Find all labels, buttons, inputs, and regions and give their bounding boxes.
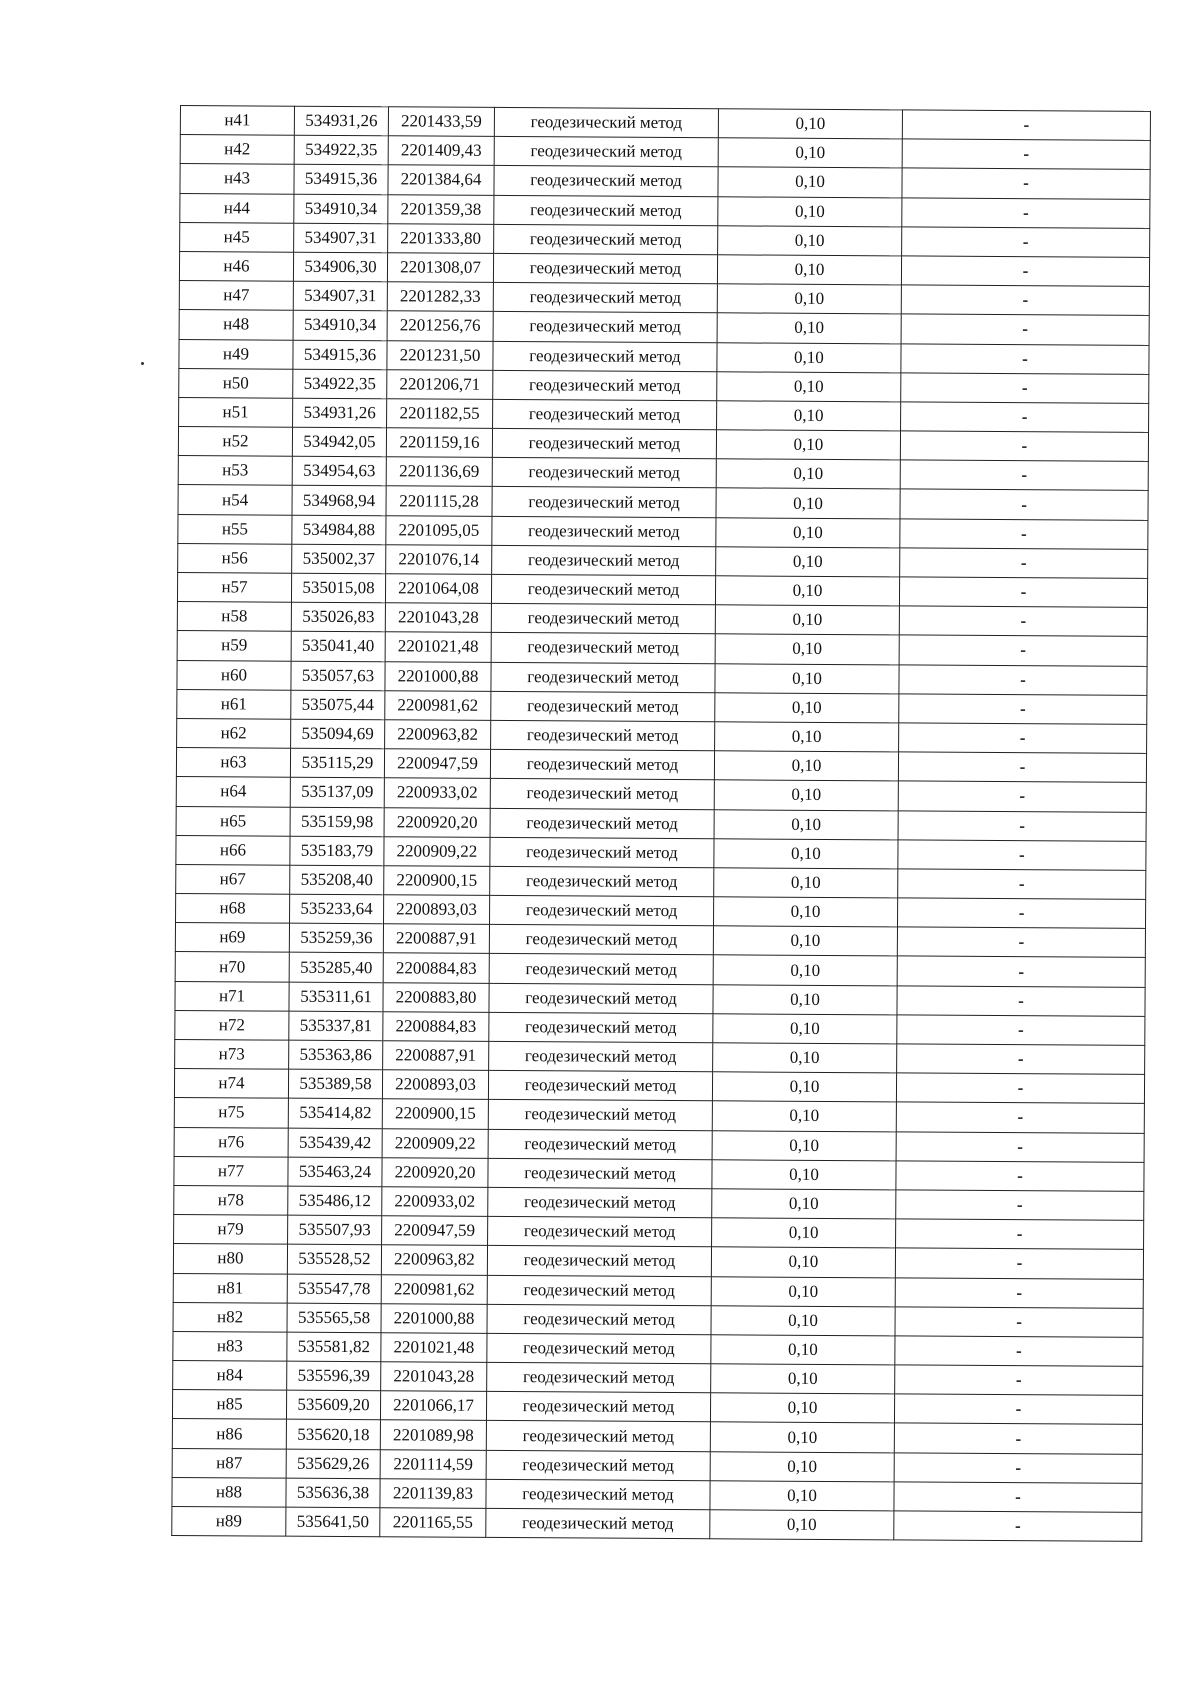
y-coordinate-cell: 2201043,28 bbox=[381, 1362, 487, 1392]
x-coordinate-cell: 535636,38 bbox=[286, 1478, 380, 1508]
y-coordinate-cell: 2200933,02 bbox=[384, 778, 490, 808]
method-cell: геодезический метод bbox=[486, 1450, 710, 1481]
note-cell: - bbox=[895, 1307, 1143, 1338]
method-cell: геодезический метод bbox=[493, 253, 717, 284]
point-name-cell: н53 bbox=[178, 456, 292, 486]
method-cell: геодезический метод bbox=[486, 1421, 710, 1452]
method-cell: геодезический метод bbox=[488, 1158, 712, 1189]
note-cell: - bbox=[897, 1015, 1145, 1046]
method-cell: геодезический метод bbox=[493, 399, 717, 430]
point-name-cell: н54 bbox=[178, 485, 292, 515]
method-cell: геодезический метод bbox=[490, 837, 714, 868]
accuracy-cell: 0,10 bbox=[711, 1276, 895, 1306]
accuracy-cell: 0,10 bbox=[710, 1451, 894, 1481]
y-coordinate-cell: 2201021,48 bbox=[381, 1333, 487, 1363]
note-cell: - bbox=[897, 1044, 1145, 1075]
method-cell: геодезический метод bbox=[487, 1246, 711, 1277]
accuracy-cell: 0,10 bbox=[715, 634, 899, 664]
point-name-cell: н57 bbox=[177, 572, 291, 602]
point-name-cell: н70 bbox=[175, 952, 289, 982]
y-coordinate-cell: 2200900,15 bbox=[382, 1099, 488, 1129]
point-name-cell: н42 bbox=[180, 135, 294, 165]
point-name-cell: н65 bbox=[176, 806, 290, 836]
x-coordinate-cell: 535026,83 bbox=[291, 602, 385, 632]
x-coordinate-cell: 535094,69 bbox=[291, 719, 385, 749]
x-coordinate-cell: 534954,63 bbox=[292, 456, 386, 486]
point-name-cell: н80 bbox=[173, 1244, 287, 1274]
note-cell: - bbox=[898, 840, 1146, 871]
accuracy-cell: 0,10 bbox=[712, 1189, 896, 1219]
point-name-cell: н71 bbox=[175, 981, 289, 1011]
y-coordinate-cell: 2200887,91 bbox=[383, 1041, 489, 1071]
y-coordinate-cell: 2201043,28 bbox=[385, 603, 491, 633]
accuracy-cell: 0,10 bbox=[713, 984, 897, 1014]
method-cell: геодезический метод bbox=[487, 1304, 711, 1335]
accuracy-cell: 0,10 bbox=[714, 868, 898, 898]
y-coordinate-cell: 2201433,59 bbox=[388, 107, 494, 137]
accuracy-cell: 0,10 bbox=[717, 342, 901, 372]
point-name-cell: н48 bbox=[179, 310, 293, 340]
accuracy-cell: 0,10 bbox=[710, 1481, 894, 1511]
accuracy-cell: 0,10 bbox=[718, 167, 902, 197]
note-cell: - bbox=[895, 1277, 1143, 1308]
y-coordinate-cell: 2201359,38 bbox=[388, 194, 494, 224]
point-name-cell: н69 bbox=[175, 923, 289, 953]
y-coordinate-cell: 2201095,05 bbox=[386, 515, 492, 545]
accuracy-cell: 0,10 bbox=[712, 1072, 896, 1102]
note-cell: - bbox=[899, 694, 1147, 725]
x-coordinate-cell: 535183,79 bbox=[290, 836, 384, 866]
method-cell: геодезический метод bbox=[487, 1362, 711, 1393]
x-coordinate-cell: 535041,40 bbox=[291, 632, 385, 662]
y-coordinate-cell: 2200887,91 bbox=[383, 924, 489, 954]
y-coordinate-cell: 2201231,50 bbox=[387, 340, 493, 370]
y-coordinate-cell: 2201159,16 bbox=[386, 428, 492, 458]
y-coordinate-cell: 2200893,03 bbox=[382, 1070, 488, 1100]
note-cell: - bbox=[896, 1073, 1144, 1104]
note-cell: - bbox=[897, 986, 1145, 1017]
accuracy-cell: 0,10 bbox=[710, 1393, 894, 1423]
x-coordinate-cell: 534931,26 bbox=[294, 106, 388, 136]
accuracy-cell: 0,10 bbox=[713, 955, 897, 985]
accuracy-cell: 0,10 bbox=[717, 313, 901, 343]
method-cell: геодезический метод bbox=[487, 1333, 711, 1364]
x-coordinate-cell: 535581,82 bbox=[287, 1332, 381, 1362]
note-cell: - bbox=[894, 1453, 1142, 1484]
accuracy-cell: 0,10 bbox=[715, 605, 899, 635]
note-cell: - bbox=[896, 1190, 1144, 1221]
note-cell: - bbox=[895, 1336, 1143, 1367]
point-name-cell: н83 bbox=[173, 1331, 287, 1361]
note-cell: - bbox=[899, 723, 1147, 754]
note-cell: - bbox=[902, 227, 1150, 258]
method-cell: геодезический метод bbox=[486, 1479, 710, 1510]
note-cell: - bbox=[898, 810, 1146, 841]
note-cell: - bbox=[896, 1131, 1144, 1162]
point-name-cell: н67 bbox=[176, 864, 290, 894]
x-coordinate-cell: 535337,81 bbox=[289, 1011, 383, 1041]
method-cell: геодезический метод bbox=[486, 1508, 710, 1539]
x-coordinate-cell: 535259,36 bbox=[289, 923, 383, 953]
method-cell: геодезический метод bbox=[493, 341, 717, 372]
y-coordinate-cell: 2201064,08 bbox=[385, 574, 491, 604]
point-name-cell: н64 bbox=[176, 777, 290, 807]
accuracy-cell: 0,10 bbox=[713, 926, 897, 956]
accuracy-cell: 0,10 bbox=[717, 284, 901, 314]
method-cell: геодезический метод bbox=[491, 720, 715, 751]
x-coordinate-cell: 534907,31 bbox=[293, 281, 387, 311]
x-coordinate-cell: 534931,26 bbox=[293, 398, 387, 428]
accuracy-cell: 0,10 bbox=[715, 663, 899, 693]
method-cell: геодезический метод bbox=[493, 370, 717, 401]
note-cell: - bbox=[894, 1511, 1142, 1542]
y-coordinate-cell: 2201000,88 bbox=[381, 1303, 487, 1333]
y-coordinate-cell: 2200900,15 bbox=[384, 866, 490, 896]
method-cell: геодезический метод bbox=[490, 750, 714, 781]
accuracy-cell: 0,10 bbox=[713, 897, 897, 927]
point-name-cell: н60 bbox=[177, 660, 291, 690]
x-coordinate-cell: 535015,08 bbox=[291, 573, 385, 603]
method-cell: геодезический метод bbox=[488, 1100, 712, 1131]
point-name-cell: н81 bbox=[173, 1273, 287, 1303]
accuracy-cell: 0,10 bbox=[717, 401, 901, 431]
x-coordinate-cell: 535620,18 bbox=[286, 1420, 380, 1450]
point-name-cell: н47 bbox=[179, 281, 293, 311]
x-coordinate-cell: 534906,30 bbox=[293, 252, 387, 282]
accuracy-cell: 0,10 bbox=[712, 1130, 896, 1160]
x-coordinate-cell: 535208,40 bbox=[290, 865, 384, 895]
y-coordinate-cell: 2201136,69 bbox=[386, 457, 492, 487]
x-coordinate-cell: 535285,40 bbox=[289, 953, 383, 983]
y-coordinate-cell: 2201139,83 bbox=[380, 1479, 486, 1509]
point-name-cell: н74 bbox=[174, 1069, 288, 1099]
method-cell: геодезический метод bbox=[492, 428, 716, 459]
method-cell: геодезический метод bbox=[491, 604, 715, 635]
point-name-cell: н72 bbox=[175, 1010, 289, 1040]
point-name-cell: н41 bbox=[180, 106, 294, 136]
accuracy-cell: 0,10 bbox=[713, 1043, 897, 1073]
point-name-cell: н88 bbox=[172, 1477, 286, 1507]
x-coordinate-cell: 534907,31 bbox=[294, 223, 388, 253]
point-name-cell: н62 bbox=[177, 718, 291, 748]
point-name-cell: н50 bbox=[179, 368, 293, 398]
accuracy-cell: 0,10 bbox=[712, 1101, 896, 1131]
x-coordinate-cell: 535609,20 bbox=[286, 1390, 380, 1420]
accuracy-cell: 0,10 bbox=[714, 780, 898, 810]
note-cell: - bbox=[900, 548, 1148, 579]
x-coordinate-cell: 535596,39 bbox=[287, 1361, 381, 1391]
x-coordinate-cell: 535486,12 bbox=[288, 1186, 382, 1216]
note-cell: - bbox=[900, 489, 1148, 520]
coordinates-table bbox=[171, 105, 1151, 1542]
method-cell: геодезический метод bbox=[492, 487, 716, 518]
y-coordinate-cell: 2201282,33 bbox=[387, 282, 493, 312]
point-name-cell: н43 bbox=[180, 164, 294, 194]
x-coordinate-cell: 534984,88 bbox=[292, 515, 386, 545]
point-name-cell: н85 bbox=[172, 1390, 286, 1420]
y-coordinate-cell: 2201384,64 bbox=[388, 165, 494, 195]
method-cell: геодезический метод bbox=[493, 312, 717, 343]
method-cell: геодезический метод bbox=[494, 195, 718, 226]
note-cell: - bbox=[896, 1219, 1144, 1250]
note-cell: - bbox=[899, 664, 1147, 695]
point-name-cell: н58 bbox=[177, 602, 291, 632]
point-name-cell: н61 bbox=[177, 689, 291, 719]
y-coordinate-cell: 2201409,43 bbox=[388, 136, 494, 166]
note-cell: - bbox=[901, 343, 1149, 374]
point-name-cell: н51 bbox=[179, 397, 293, 427]
accuracy-cell: 0,10 bbox=[716, 547, 900, 577]
accuracy-cell: 0,10 bbox=[714, 838, 898, 868]
point-name-cell: н59 bbox=[177, 631, 291, 661]
method-cell: геодезический метод bbox=[492, 516, 716, 547]
x-coordinate-cell: 535439,42 bbox=[288, 1128, 382, 1158]
x-coordinate-cell: 535311,61 bbox=[289, 982, 383, 1012]
y-coordinate-cell: 2201021,48 bbox=[385, 632, 491, 662]
accuracy-cell: 0,10 bbox=[718, 196, 902, 226]
note-cell: - bbox=[899, 606, 1147, 637]
point-name-cell: н87 bbox=[172, 1448, 286, 1478]
accuracy-cell: 0,10 bbox=[711, 1364, 895, 1394]
y-coordinate-cell: 2200883,80 bbox=[383, 982, 489, 1012]
note-cell: - bbox=[902, 110, 1150, 141]
y-coordinate-cell: 2201114,59 bbox=[380, 1449, 486, 1479]
note-cell: - bbox=[901, 373, 1149, 404]
y-coordinate-cell: 2201256,76 bbox=[387, 311, 493, 341]
y-coordinate-cell: 2200963,82 bbox=[381, 1245, 487, 1275]
point-name-cell: н44 bbox=[180, 193, 294, 223]
method-cell: геодезический метод bbox=[494, 107, 718, 138]
x-coordinate-cell: 535233,64 bbox=[290, 894, 384, 924]
accuracy-cell: 0,10 bbox=[714, 809, 898, 839]
x-coordinate-cell: 534942,05 bbox=[292, 427, 386, 457]
method-cell: геодезический метод bbox=[491, 662, 715, 693]
y-coordinate-cell: 2200884,83 bbox=[383, 1012, 489, 1042]
point-name-cell: н73 bbox=[175, 1039, 289, 1069]
y-coordinate-cell: 2200909,22 bbox=[382, 1128, 488, 1158]
x-coordinate-cell: 535414,82 bbox=[288, 1099, 382, 1129]
y-coordinate-cell: 2201066,17 bbox=[380, 1391, 486, 1421]
method-cell: геодезический метод bbox=[489, 954, 713, 985]
y-coordinate-cell: 2201076,14 bbox=[386, 545, 492, 575]
method-cell: геодезический метод bbox=[488, 1071, 712, 1102]
accuracy-cell: 0,10 bbox=[710, 1422, 894, 1452]
point-name-cell: н56 bbox=[178, 543, 292, 573]
point-name-cell: н79 bbox=[174, 1215, 288, 1245]
method-cell: геодезический метод bbox=[492, 458, 716, 489]
accuracy-cell: 0,10 bbox=[716, 459, 900, 489]
note-cell: - bbox=[900, 460, 1148, 491]
note-cell: - bbox=[898, 781, 1146, 812]
note-cell: - bbox=[897, 898, 1145, 929]
accuracy-cell: 0,10 bbox=[716, 517, 900, 547]
method-cell: геодезический метод bbox=[489, 1041, 713, 1072]
y-coordinate-cell: 2200920,20 bbox=[382, 1158, 488, 1188]
note-cell: - bbox=[895, 1248, 1143, 1279]
accuracy-cell: 0,10 bbox=[714, 751, 898, 781]
note-cell: - bbox=[900, 519, 1148, 550]
method-cell: геодезический метод bbox=[494, 166, 718, 197]
method-cell: геодезический метод bbox=[489, 925, 713, 956]
x-coordinate-cell: 535363,86 bbox=[289, 1040, 383, 1070]
accuracy-cell: 0,10 bbox=[718, 226, 902, 256]
method-cell: геодезический метод bbox=[491, 574, 715, 605]
method-cell: геодезический метод bbox=[492, 545, 716, 576]
note-cell: - bbox=[902, 197, 1150, 228]
x-coordinate-cell: 535075,44 bbox=[291, 690, 385, 720]
x-coordinate-cell: 535528,52 bbox=[287, 1244, 381, 1274]
point-name-cell: н76 bbox=[174, 1127, 288, 1157]
point-name-cell: н66 bbox=[176, 835, 290, 865]
note-cell: - bbox=[902, 168, 1150, 199]
x-coordinate-cell: 535115,29 bbox=[290, 748, 384, 778]
y-coordinate-cell: 2200920,20 bbox=[384, 807, 490, 837]
y-coordinate-cell: 2201165,55 bbox=[380, 1508, 486, 1538]
note-cell: - bbox=[898, 869, 1146, 900]
y-coordinate-cell: 2200981,62 bbox=[385, 691, 491, 721]
note-cell: - bbox=[900, 431, 1148, 462]
accuracy-cell: 0,10 bbox=[716, 430, 900, 460]
y-coordinate-cell: 2201308,07 bbox=[387, 253, 493, 283]
note-cell: - bbox=[901, 256, 1149, 287]
accuracy-cell: 0,10 bbox=[717, 255, 901, 285]
point-name-cell: н77 bbox=[174, 1156, 288, 1186]
y-coordinate-cell: 2201206,71 bbox=[387, 369, 493, 399]
x-coordinate-cell: 534915,36 bbox=[293, 340, 387, 370]
y-coordinate-cell: 2201333,80 bbox=[388, 224, 494, 254]
accuracy-cell: 0,10 bbox=[717, 371, 901, 401]
note-cell: - bbox=[901, 402, 1149, 433]
note-cell: - bbox=[901, 314, 1149, 345]
x-coordinate-cell: 535547,78 bbox=[287, 1274, 381, 1304]
accuracy-cell: 0,10 bbox=[713, 1014, 897, 1044]
method-cell: геодезический метод bbox=[489, 895, 713, 926]
method-cell: геодезический метод bbox=[491, 633, 715, 664]
accuracy-cell: 0,10 bbox=[712, 1218, 896, 1248]
x-coordinate-cell: 535389,58 bbox=[288, 1069, 382, 1099]
y-coordinate-cell: 2200893,03 bbox=[384, 895, 490, 925]
y-coordinate-cell: 2200963,82 bbox=[385, 720, 491, 750]
x-coordinate-cell: 535507,93 bbox=[288, 1215, 382, 1245]
y-coordinate-cell: 2200933,02 bbox=[382, 1187, 488, 1217]
accuracy-cell: 0,10 bbox=[715, 693, 899, 723]
point-name-cell: н52 bbox=[178, 427, 292, 457]
accuracy-cell: 0,10 bbox=[710, 1510, 894, 1540]
point-name-cell: н86 bbox=[172, 1419, 286, 1449]
y-coordinate-cell: 2200909,22 bbox=[384, 836, 490, 866]
coordinates-table-body bbox=[172, 106, 1151, 1542]
method-cell: геодезический метод bbox=[489, 983, 713, 1014]
point-name-cell: н55 bbox=[178, 514, 292, 544]
note-cell: - bbox=[896, 1161, 1144, 1192]
accuracy-cell: 0,10 bbox=[716, 488, 900, 518]
method-cell: геодезический метод bbox=[488, 1217, 712, 1248]
method-cell: геодезический метод bbox=[488, 1129, 712, 1160]
x-coordinate-cell: 535565,58 bbox=[287, 1303, 381, 1333]
point-name-cell: н89 bbox=[172, 1506, 286, 1536]
accuracy-cell: 0,10 bbox=[718, 109, 902, 139]
x-coordinate-cell: 534910,34 bbox=[294, 194, 388, 224]
y-coordinate-cell: 2201000,88 bbox=[385, 661, 491, 691]
accuracy-cell: 0,10 bbox=[715, 576, 899, 606]
x-coordinate-cell: 534968,94 bbox=[292, 486, 386, 516]
x-coordinate-cell: 535137,09 bbox=[290, 777, 384, 807]
x-coordinate-cell: 535002,37 bbox=[292, 544, 386, 574]
x-coordinate-cell: 535641,50 bbox=[286, 1507, 380, 1537]
y-coordinate-cell: 2201115,28 bbox=[386, 486, 492, 516]
note-cell: - bbox=[899, 577, 1147, 608]
x-coordinate-cell: 535629,26 bbox=[286, 1449, 380, 1479]
method-cell: геодезический метод bbox=[487, 1275, 711, 1306]
note-cell: - bbox=[899, 635, 1147, 666]
accuracy-cell: 0,10 bbox=[711, 1305, 895, 1335]
note-cell: - bbox=[901, 285, 1149, 316]
point-name-cell: н46 bbox=[179, 251, 293, 281]
y-coordinate-cell: 2200947,59 bbox=[384, 749, 490, 779]
point-name-cell: н68 bbox=[176, 894, 290, 924]
x-coordinate-cell: 534915,36 bbox=[294, 165, 388, 195]
method-cell: геодезический метод bbox=[490, 808, 714, 839]
x-coordinate-cell: 535463,24 bbox=[288, 1157, 382, 1187]
point-name-cell: н49 bbox=[179, 339, 293, 369]
point-name-cell: н78 bbox=[174, 1185, 288, 1215]
accuracy-cell: 0,10 bbox=[718, 138, 902, 168]
accuracy-cell: 0,10 bbox=[712, 1160, 896, 1190]
point-name-cell: н82 bbox=[173, 1302, 287, 1332]
y-coordinate-cell: 2200947,59 bbox=[382, 1216, 488, 1246]
note-cell: - bbox=[897, 927, 1145, 958]
note-cell: - bbox=[894, 1394, 1142, 1425]
note-cell: - bbox=[895, 1365, 1143, 1396]
scan-speck bbox=[141, 362, 144, 365]
point-name-cell: н63 bbox=[176, 748, 290, 778]
method-cell: геодезический метод bbox=[490, 866, 714, 897]
method-cell: геодезический метод bbox=[489, 1012, 713, 1043]
note-cell: - bbox=[902, 139, 1150, 170]
x-coordinate-cell: 535159,98 bbox=[290, 807, 384, 837]
note-cell: - bbox=[897, 956, 1145, 987]
point-name-cell: н75 bbox=[174, 1098, 288, 1128]
y-coordinate-cell: 2200981,62 bbox=[381, 1274, 487, 1304]
note-cell: - bbox=[896, 1102, 1144, 1133]
method-cell: геодезический метод bbox=[486, 1392, 710, 1423]
method-cell: геодезический метод bbox=[494, 137, 718, 168]
y-coordinate-cell: 2201089,98 bbox=[380, 1420, 486, 1450]
y-coordinate-cell: 2200884,83 bbox=[383, 953, 489, 983]
accuracy-cell: 0,10 bbox=[715, 722, 899, 752]
x-coordinate-cell: 534922,35 bbox=[294, 135, 388, 165]
accuracy-cell: 0,10 bbox=[711, 1247, 895, 1277]
y-coordinate-cell: 2201182,55 bbox=[387, 399, 493, 429]
point-name-cell: н84 bbox=[173, 1361, 287, 1391]
method-cell: геодезический метод bbox=[494, 224, 718, 255]
table-row bbox=[172, 1506, 1142, 1541]
method-cell: геодезический метод bbox=[488, 1187, 712, 1218]
note-cell: - bbox=[894, 1423, 1142, 1454]
note-cell: - bbox=[898, 752, 1146, 783]
method-cell: геодезический метод bbox=[491, 691, 715, 722]
note-cell: - bbox=[894, 1482, 1142, 1513]
accuracy-cell: 0,10 bbox=[711, 1335, 895, 1365]
x-coordinate-cell: 535057,63 bbox=[291, 661, 385, 691]
x-coordinate-cell: 534922,35 bbox=[293, 369, 387, 399]
x-coordinate-cell: 534910,34 bbox=[293, 311, 387, 341]
method-cell: геодезический метод bbox=[490, 779, 714, 810]
point-name-cell: н45 bbox=[180, 222, 294, 252]
method-cell: геодезический метод bbox=[493, 283, 717, 314]
